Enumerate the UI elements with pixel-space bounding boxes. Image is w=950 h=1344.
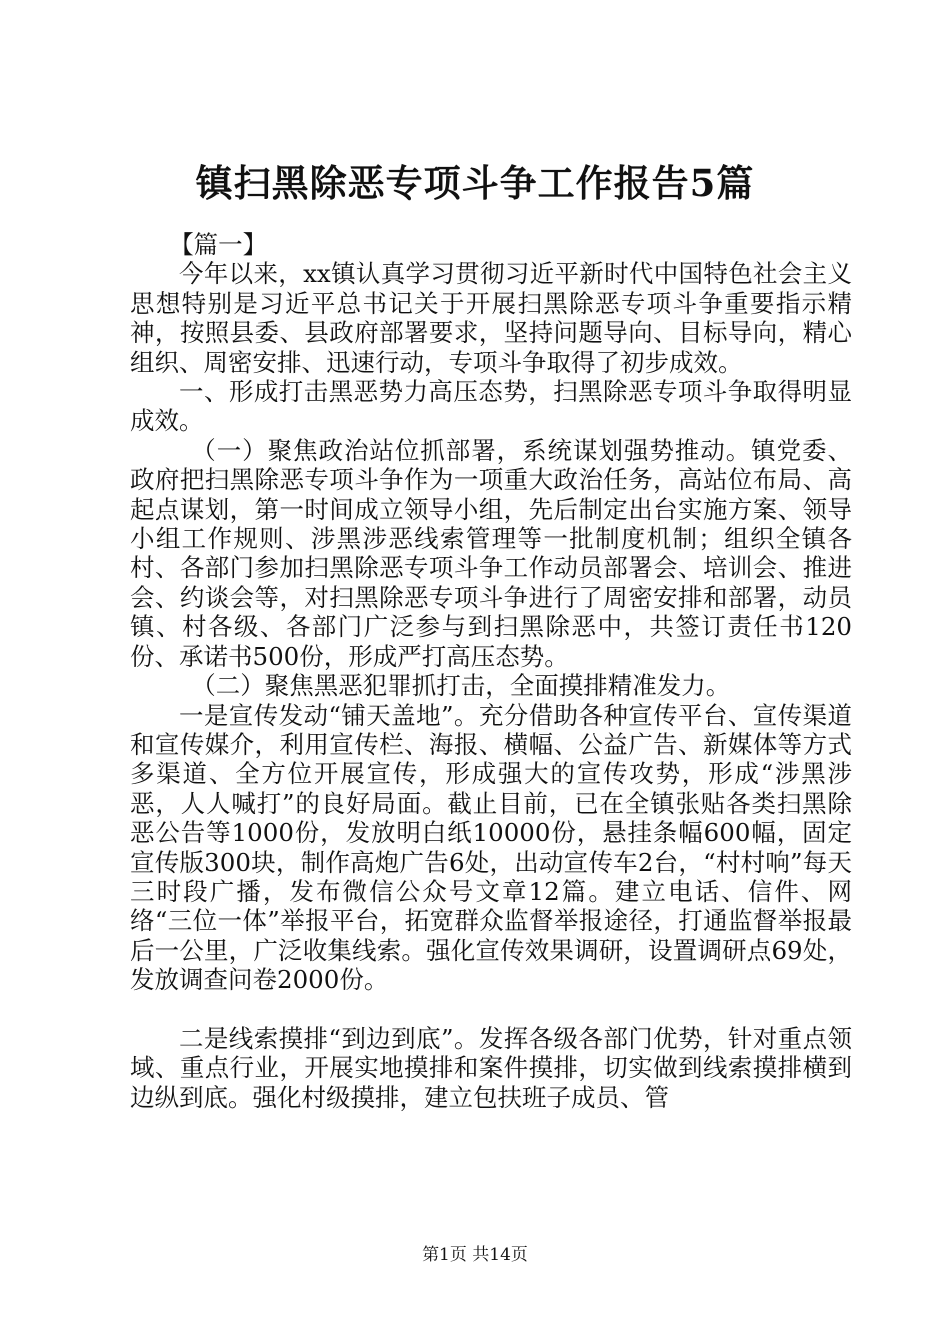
document-title: 镇扫黑除恶专项斗争工作报告5篇	[195, 161, 755, 205]
paragraph-item-2: 二是线索摸排“到边到底”。发挥各级各部门优势，针对重点领域、重点行业，开展实地摸排和案件摸排，切实做到线索摸排横到边纵到底。强化村级摸排，建立包扶班子成员、管	[130, 1023, 852, 1112]
paragraph-heading-1: 一、形成打击黑恶势力高压态势，扫黑除恶专项斗争取得明显成效。	[130, 377, 852, 436]
paragraph-intro: 今年以来，xx镇认真学习贯彻习近平新时代中国特色社会主义思想特别是习近平总书记关于开展扫黑除恶专项斗争重要指示精神，按照县委、县政府部署要求，坚持问题导向、目标导向，精心组织、周密安排、迅速行动，专项斗争取得了初步成效。	[130, 259, 852, 377]
section-mark: 【篇一】	[169, 230, 268, 259]
paragraph-item-1: 一是宣传发动“铺天盖地”。充分借助各种宣传平台、宣传渠道和宣传媒介，利用宣传栏、海报、横幅、公益广告、新媒体等方式多渠道、全方位开展宣传，形成强大的宣传攻势，形成“涉黑涉恶，人人喊打”的良好局面。截止目前，已在全镇张贴各类扫黑除恶公告等1000份，发放明白纸10000份，悬挂条幅600幅，固定宣传版300块，制作高炮广告6处，出动宣传车2台，“村村响”每天三时段广播，发布微信公众号文章12篇。建立电话、信件、网络“三位一体”举报平台，拓宽群众监督举报途径，打通监督举报最后一公里，广泛收集线索。强化宣传效果调研，设置调研点69处，发放调查问卷2000份。	[130, 700, 852, 995]
paragraph-subsection-1: （一）聚焦政治站位抓部署，系统谋划强势推动。镇党委、政府把扫黑除恶专项斗争作为一项重大政治任务，高站位布局、高起点谋划，第一时间成立领导小组，先后制定出台实施方案、领导小组工作规则、涉黑涉恶线索管理等一批制度机制；组织全镇各村、各部门参加扫黑除恶专项斗争工作动员部署会、培训会、推进会、约谈会等，对扫黑除恶专项斗争进行了周密安排和部署，动员镇、村各级、各部门广泛参与到扫黑除恶中，共签订责任书120份、承诺书500份，形成严打高压态势。	[130, 435, 852, 671]
paragraph-subsection-2: （二）聚焦黑恶犯罪抓打击，全面摸排精准发力。	[191, 671, 731, 701]
page-footer: 第1页 共14页	[422, 1245, 528, 1265]
document-body	[130, 230, 852, 1112]
